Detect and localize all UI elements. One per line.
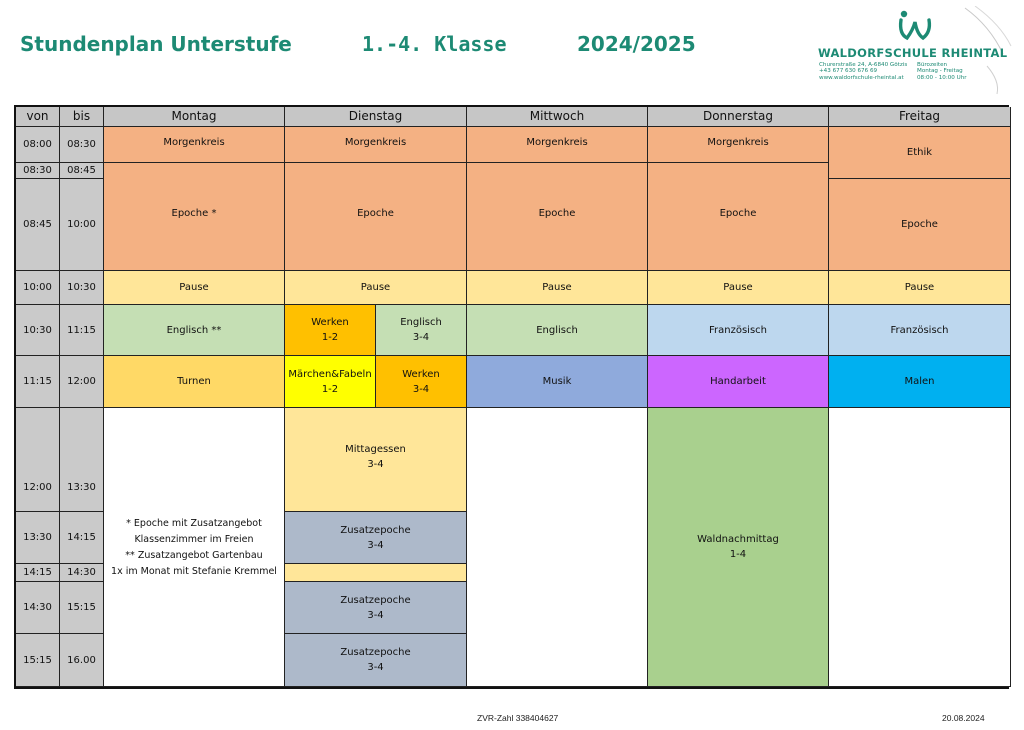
- freitag-afternoon-empty: [829, 408, 1011, 687]
- dienstag-break-slot: [285, 564, 467, 582]
- lesson-mittwoch-pause: Pause: [467, 271, 648, 305]
- page-title: Stundenplan Unterstufe: [20, 32, 292, 56]
- lesson-freitag-pause: Pause: [829, 271, 1011, 305]
- time-von: 13:30: [16, 512, 60, 564]
- time-von: 10:00: [16, 271, 60, 305]
- lesson-freitag-franzoesisch: Französisch: [829, 305, 1011, 356]
- time-von: 08:45: [16, 179, 60, 271]
- time-bis: 13:30: [60, 408, 104, 512]
- mittwoch-afternoon-empty: [467, 408, 648, 687]
- header-mittwoch: Mittwoch: [467, 107, 648, 127]
- header-bis: bis: [60, 107, 104, 127]
- lesson-montag-englisch: Englisch **: [104, 305, 285, 356]
- header-von: von: [16, 107, 60, 127]
- time-bis: 12:00: [60, 356, 104, 408]
- school-logo: [815, 6, 1015, 96]
- logo-office-hours: Bürozeiten Montag - Freitag 08:00 - 10:00 Uhr: [917, 62, 967, 81]
- time-von: 14:30: [16, 582, 60, 634]
- school-year: 2024/2025: [577, 32, 696, 56]
- footer-zvr: ZVR-Zahl 338404627: [477, 713, 559, 723]
- lesson-montag-pause: Pause: [104, 271, 285, 305]
- lesson-freitag-malen: Malen: [829, 356, 1011, 408]
- time-von: 08:00: [16, 127, 60, 163]
- waldorf-w-icon: [895, 8, 935, 42]
- footer-date: 20.08.2024: [942, 713, 985, 723]
- lesson-donnerstag-epoche: Epoche: [648, 163, 829, 271]
- time-bis: 14:15: [60, 512, 104, 564]
- time-bis: 14:30: [60, 564, 104, 582]
- lesson-dienstag-werken-1-2: Werken 1-2: [285, 305, 376, 356]
- time-bis: 08:30: [60, 127, 104, 163]
- lesson-dienstag-zusatzepoche-2: Zusatzepoche 3-4: [285, 582, 467, 634]
- time-von: 08:30: [16, 163, 60, 179]
- time-bis: 16.00: [60, 634, 104, 687]
- lesson-donnerstag-waldnachmittag: Waldnachmittag 1-4: [648, 408, 829, 687]
- time-von: 11:15: [16, 356, 60, 408]
- header-donnerstag: Donnerstag: [648, 107, 829, 127]
- lesson-dienstag-werken-3-4: Werken 3-4: [376, 356, 467, 408]
- lesson-dienstag-maerchen-fabeln: Märchen&Fabeln 1-2: [285, 356, 376, 408]
- time-von: 12:00: [16, 408, 60, 512]
- timetable: [14, 105, 1009, 689]
- time-bis: 10:00: [60, 179, 104, 271]
- header-dienstag: Dienstag: [285, 107, 467, 127]
- lesson-donnerstag-morgenkreis: Morgenkreis: [648, 127, 829, 163]
- lesson-donnerstag-pause: Pause: [648, 271, 829, 305]
- lesson-donnerstag-franzoesisch: Französisch: [648, 305, 829, 356]
- lesson-montag-morgenkreis: Morgenkreis: [104, 127, 285, 163]
- time-bis: 15:15: [60, 582, 104, 634]
- lesson-dienstag-zusatzepoche-3: Zusatzepoche 3-4: [285, 634, 467, 687]
- lesson-donnerstag-handarbeit: Handarbeit: [648, 356, 829, 408]
- lesson-dienstag-pause: Pause: [285, 271, 467, 305]
- time-von: 14:15: [16, 564, 60, 582]
- time-bis: 11:15: [60, 305, 104, 356]
- lesson-montag-epoche: Epoche *: [104, 163, 285, 271]
- header-freitag: Freitag: [829, 107, 1011, 127]
- montag-notes: * Epoche mit Zusatzangebot Klassenzimmer im Freien ** Zusatzangebot Gartenbau 1x im Monat mit Stefanie Kremmel: [104, 408, 285, 687]
- time-von: 10:30: [16, 305, 60, 356]
- lesson-dienstag-epoche: Epoche: [285, 163, 467, 271]
- time-von: 15:15: [16, 634, 60, 687]
- lesson-mittwoch-epoche: Epoche: [467, 163, 648, 271]
- lesson-dienstag-englisch-3-4: Englisch 3-4: [376, 305, 467, 356]
- lesson-freitag-ethik: Ethik: [829, 127, 1011, 179]
- class-range: 1.-4. Klasse: [362, 32, 507, 56]
- lesson-mittwoch-musik: Musik: [467, 356, 648, 408]
- time-bis: 10:30: [60, 271, 104, 305]
- logo-school-name: WALDORFSCHULE RHEINTAL: [818, 46, 1008, 60]
- lesson-freitag-epoche: Epoche: [829, 179, 1011, 271]
- header-montag: Montag: [104, 107, 285, 127]
- lesson-dienstag-mittagessen: Mittagessen 3-4: [285, 408, 467, 512]
- lesson-montag-turnen: Turnen: [104, 356, 285, 408]
- time-bis: 08:45: [60, 163, 104, 179]
- lesson-mittwoch-morgenkreis: Morgenkreis: [467, 127, 648, 163]
- lesson-dienstag-zusatzepoche-1: Zusatzepoche 3-4: [285, 512, 467, 564]
- lesson-mittwoch-englisch: Englisch: [467, 305, 648, 356]
- lesson-dienstag-morgenkreis: Morgenkreis: [285, 127, 467, 163]
- logo-address: Churerstraße 24, A-6840 Götzis +43 677 630 676 69 www.waldorfschule-rheintal.at: [819, 62, 908, 81]
